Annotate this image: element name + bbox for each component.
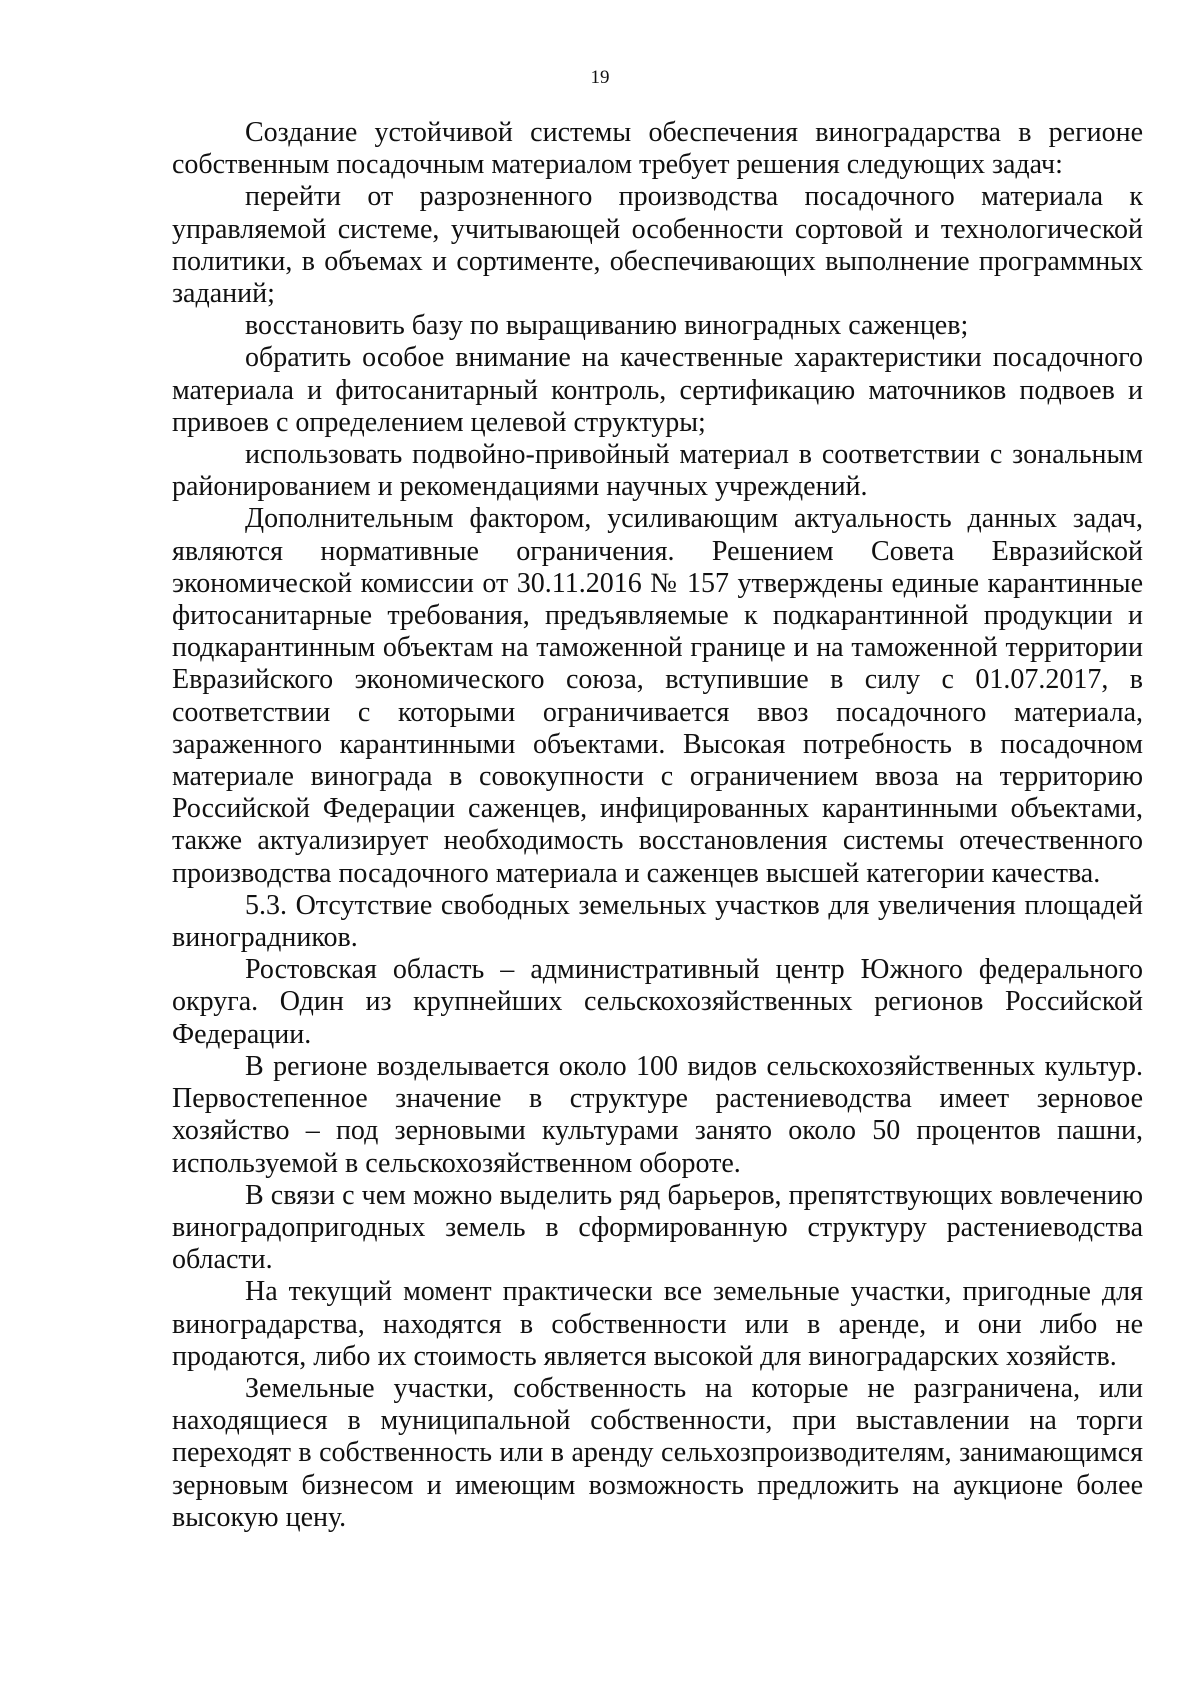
paragraph-task-rootstock: использовать подвойно-привойный материал в соответствии с зональным районированием и рекомендациями научных учреждений. [172,439,1143,503]
paragraph-regulatory-factor: Дополнительным фактором, усиливающим актуальность данных задач, являются нормативные ограничения. Решением Совета Евразийской экономической комиссии от 30.11.2016 № 157 утверждены единые карантинные фитосанитарные требования, предъявляемые к подкарантинной продукции и подкарантинным объектам на таможенной границе и на таможенной территории Евразийского экономического союза, вступившие в силу с 01.07.2017, в соответствии с которыми ограничивается ввоз посадочного материала, зараженного карантинными объектами. Высокая потребность в посадочном материале винограда в совокупности с ограничением ввоза на территорию Российской Федерации саженцев, инфицированных карантинными объектами, также актуализирует необходимость восстановления системы отечественного производства посадочного материала и саженцев высшей категории качества. [172,503,1143,889]
paragraph-task-quality: обратить особое внимание на качественные характеристики посадочного материала и фитосанитарный контроль, сертификацию маточников подвоев и привоев с определением целевой структуры; [172,342,1143,438]
document-body [172,117,1143,1534]
paragraph-crops: В регионе возделывается около 100 видов сельскохозяйственных культур. Первостепенное значение в структуре растениеводства имеет зерновое хозяйство – под зерновыми культурами занято около 50 процентов пашни, используемой в сельскохозяйственном обороте. [172,1050,1143,1179]
paragraph-task-restore-base: восстановить базу по выращиванию виноградных саженцев; [245,310,969,342]
paragraph-task-transition: перейти от разрозненного производства посадочного материала к управляемой системе, учитывающей особенности сортовой и технологической политики, в объемах и сортименте, обеспечивающих выполнение программных заданий; [172,181,1143,310]
paragraph-land-status: На текущий момент практически все земельные участки, пригодные для виноградарства, находятся в собственности или в аренде, и они либо не продаются, либо их стоимость является высокой для виноградарских хозяйств. [172,1276,1143,1372]
paragraph-section-5-3: 5.3. Отсутствие свободных земельных участков для увеличения площадей виноградников. [172,889,1143,954]
paragraph-barriers: В связи с чем можно выделить ряд барьеров, препятствующих вовлечению виноградопригодных земель в сформированную структуру растениеводства области. [172,1179,1143,1276]
paragraph-land-auctions: Земельные участки, собственность на которые не разграничена, или находящиеся в муниципальной собственности, при выставлении на торги переходят в собственность или в аренду сельхозпроизводителям, занимающимся зерновым бизнесом и имеющим возможность предложить на аукционе более высокую цену. [172,1372,1143,1533]
paragraph-rostov-region: Ростовская область – административный центр Южного федерального округа. Один из крупнейших сельскохозяйственных регионов Российской Федерации. [172,954,1143,1050]
page-number: 19 [590,67,610,88]
paragraph-intro: Создание устойчивой системы обеспечения виноградарства в регионе собственным посадочным материалом требует решения следующих задач: [172,117,1143,181]
